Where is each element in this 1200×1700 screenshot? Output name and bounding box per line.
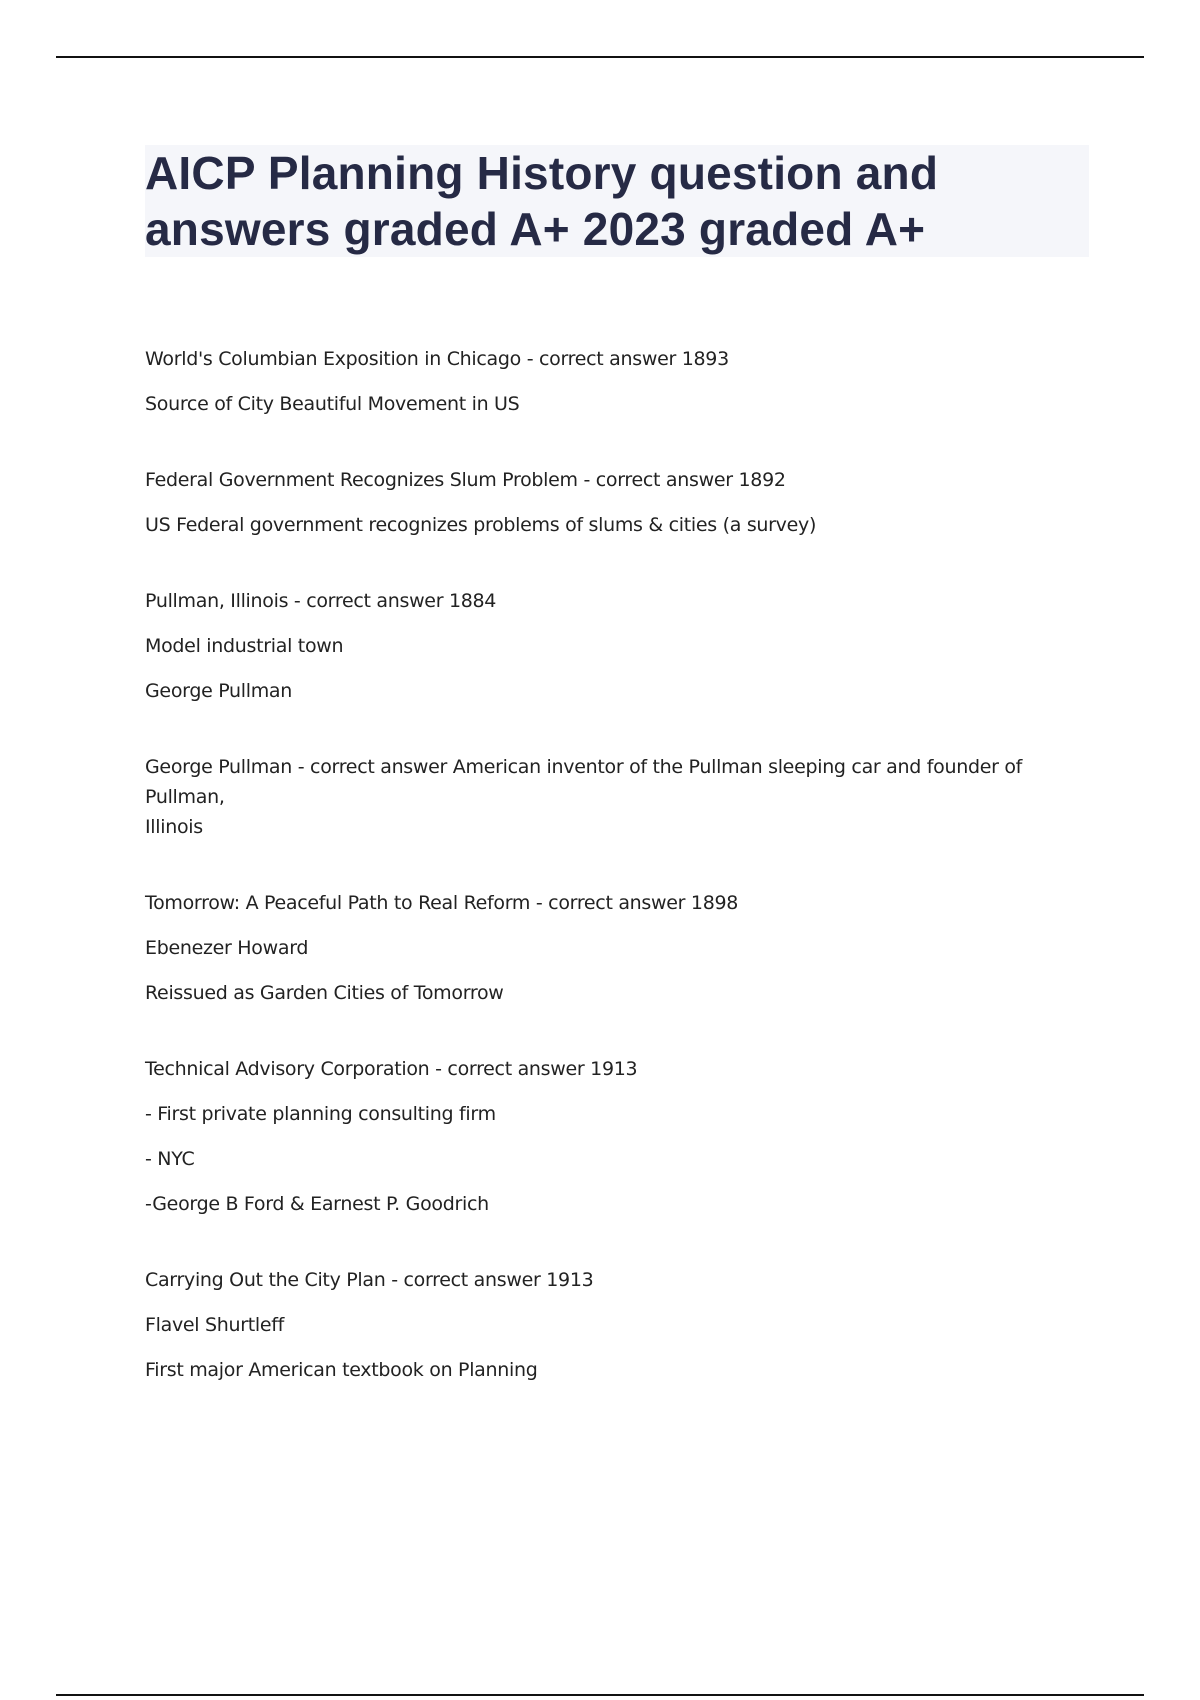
header-rule <box>56 56 1144 58</box>
document-title <box>145 145 938 257</box>
question-text: Technical Advisory Corporation - correct answer 1913 <box>145 1058 638 1080</box>
question-text: Carrying Out the City Plan - correct answer 1913 <box>145 1269 594 1291</box>
answer-detail: George Pullman <box>145 680 293 702</box>
answer-detail: Reissued as Garden Cities of Tomorrow <box>145 982 504 1004</box>
question-text-continued: Illinois <box>145 816 203 838</box>
qa-entry <box>145 465 1085 540</box>
answer-detail: Flavel Shurtleff <box>145 1314 285 1336</box>
qa-entry <box>145 888 1085 1008</box>
question-text: World's Columbian Exposition in Chicago - correct answer 1893 <box>145 348 729 370</box>
answer-detail: Source of City Beautiful Movement in US <box>145 393 520 415</box>
footer-rule <box>56 1694 1144 1696</box>
title-line-1: AICP Planning History question and <box>145 147 939 199</box>
qa-entry <box>145 586 1085 706</box>
answer-detail: -George B Ford & Earnest P. Goodrich <box>145 1193 489 1215</box>
title-line-2: answers graded A+ 2023 graded A+ <box>145 203 926 255</box>
answer-detail: - NYC <box>145 1148 195 1170</box>
question-text: Pullman, Illinois - correct answer 1884 <box>145 590 497 612</box>
title-block <box>145 145 1089 257</box>
answer-detail: US Federal government recognizes problems of slums & cities (a survey) <box>145 514 817 536</box>
question-text: Federal Government Recognizes Slum Problem - correct answer 1892 <box>145 469 786 491</box>
qa-entry <box>145 344 1085 419</box>
answer-detail: First major American textbook on Planning <box>145 1359 538 1381</box>
qa-entry <box>145 752 1085 842</box>
answer-detail: Model industrial town <box>145 635 344 657</box>
answer-detail: - First private planning consulting firm <box>145 1103 496 1125</box>
qa-entry <box>145 1265 1085 1385</box>
qa-list <box>145 344 1085 1431</box>
answer-detail: Ebenezer Howard <box>145 937 309 959</box>
qa-entry <box>145 1054 1085 1219</box>
question-text: George Pullman - correct answer American inventor of the Pullman sleeping car and founder of Pullman, <box>145 756 1023 808</box>
question-text: Tomorrow: A Peaceful Path to Real Reform - correct answer 1898 <box>145 892 739 914</box>
